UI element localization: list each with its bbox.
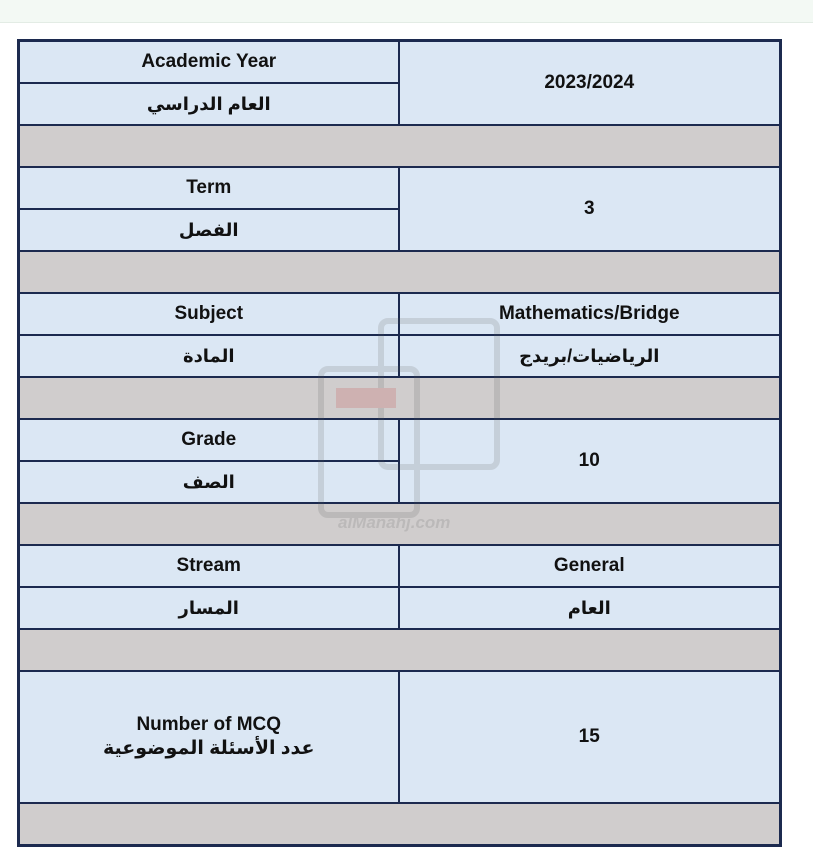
term-label-ar: الفصل [19, 209, 399, 251]
stream-value-ar: العام [399, 587, 781, 629]
mcq-label-cell [19, 671, 399, 803]
separator-row [19, 125, 781, 167]
mcq-row [19, 671, 781, 803]
stream-value: General [399, 545, 781, 587]
stream-label-ar: المسار [19, 587, 399, 629]
term-value: 3 [399, 167, 781, 251]
mcq-label-ar: عدد الأسئلة الموضوعية [103, 738, 315, 759]
subject-row-ar [19, 335, 781, 377]
grade-label: Grade [19, 419, 399, 461]
grade-row [19, 419, 781, 461]
stream-row [19, 545, 781, 587]
academic-year-label-ar: العام الدراسي [19, 83, 399, 125]
academic-year-label: Academic Year [19, 41, 399, 84]
term-row [19, 167, 781, 209]
stream-row-ar [19, 587, 781, 629]
separator-row [19, 377, 781, 419]
subject-value-ar: الرياضيات/بريدج [399, 335, 781, 377]
separator-row [19, 251, 781, 293]
grade-value: 10 [399, 419, 781, 503]
separator-row [19, 803, 781, 846]
separator-row [19, 629, 781, 671]
exam-spec-table [17, 39, 782, 847]
grade-label-ar: الصف [19, 461, 399, 503]
separator-row [19, 503, 781, 545]
subject-label: Subject [19, 293, 399, 335]
mcq-label: Number of MCQ [136, 714, 282, 735]
stream-label: Stream [19, 545, 399, 587]
subject-label-ar: المادة [19, 335, 399, 377]
term-label: Term [19, 167, 399, 209]
subject-value: Mathematics/Bridge [399, 293, 781, 335]
academic-year-row [19, 41, 781, 84]
academic-year-value: 2023/2024 [399, 41, 781, 126]
mcq-value: 15 [399, 671, 781, 803]
subject-row [19, 293, 781, 335]
top-bar [0, 0, 813, 23]
